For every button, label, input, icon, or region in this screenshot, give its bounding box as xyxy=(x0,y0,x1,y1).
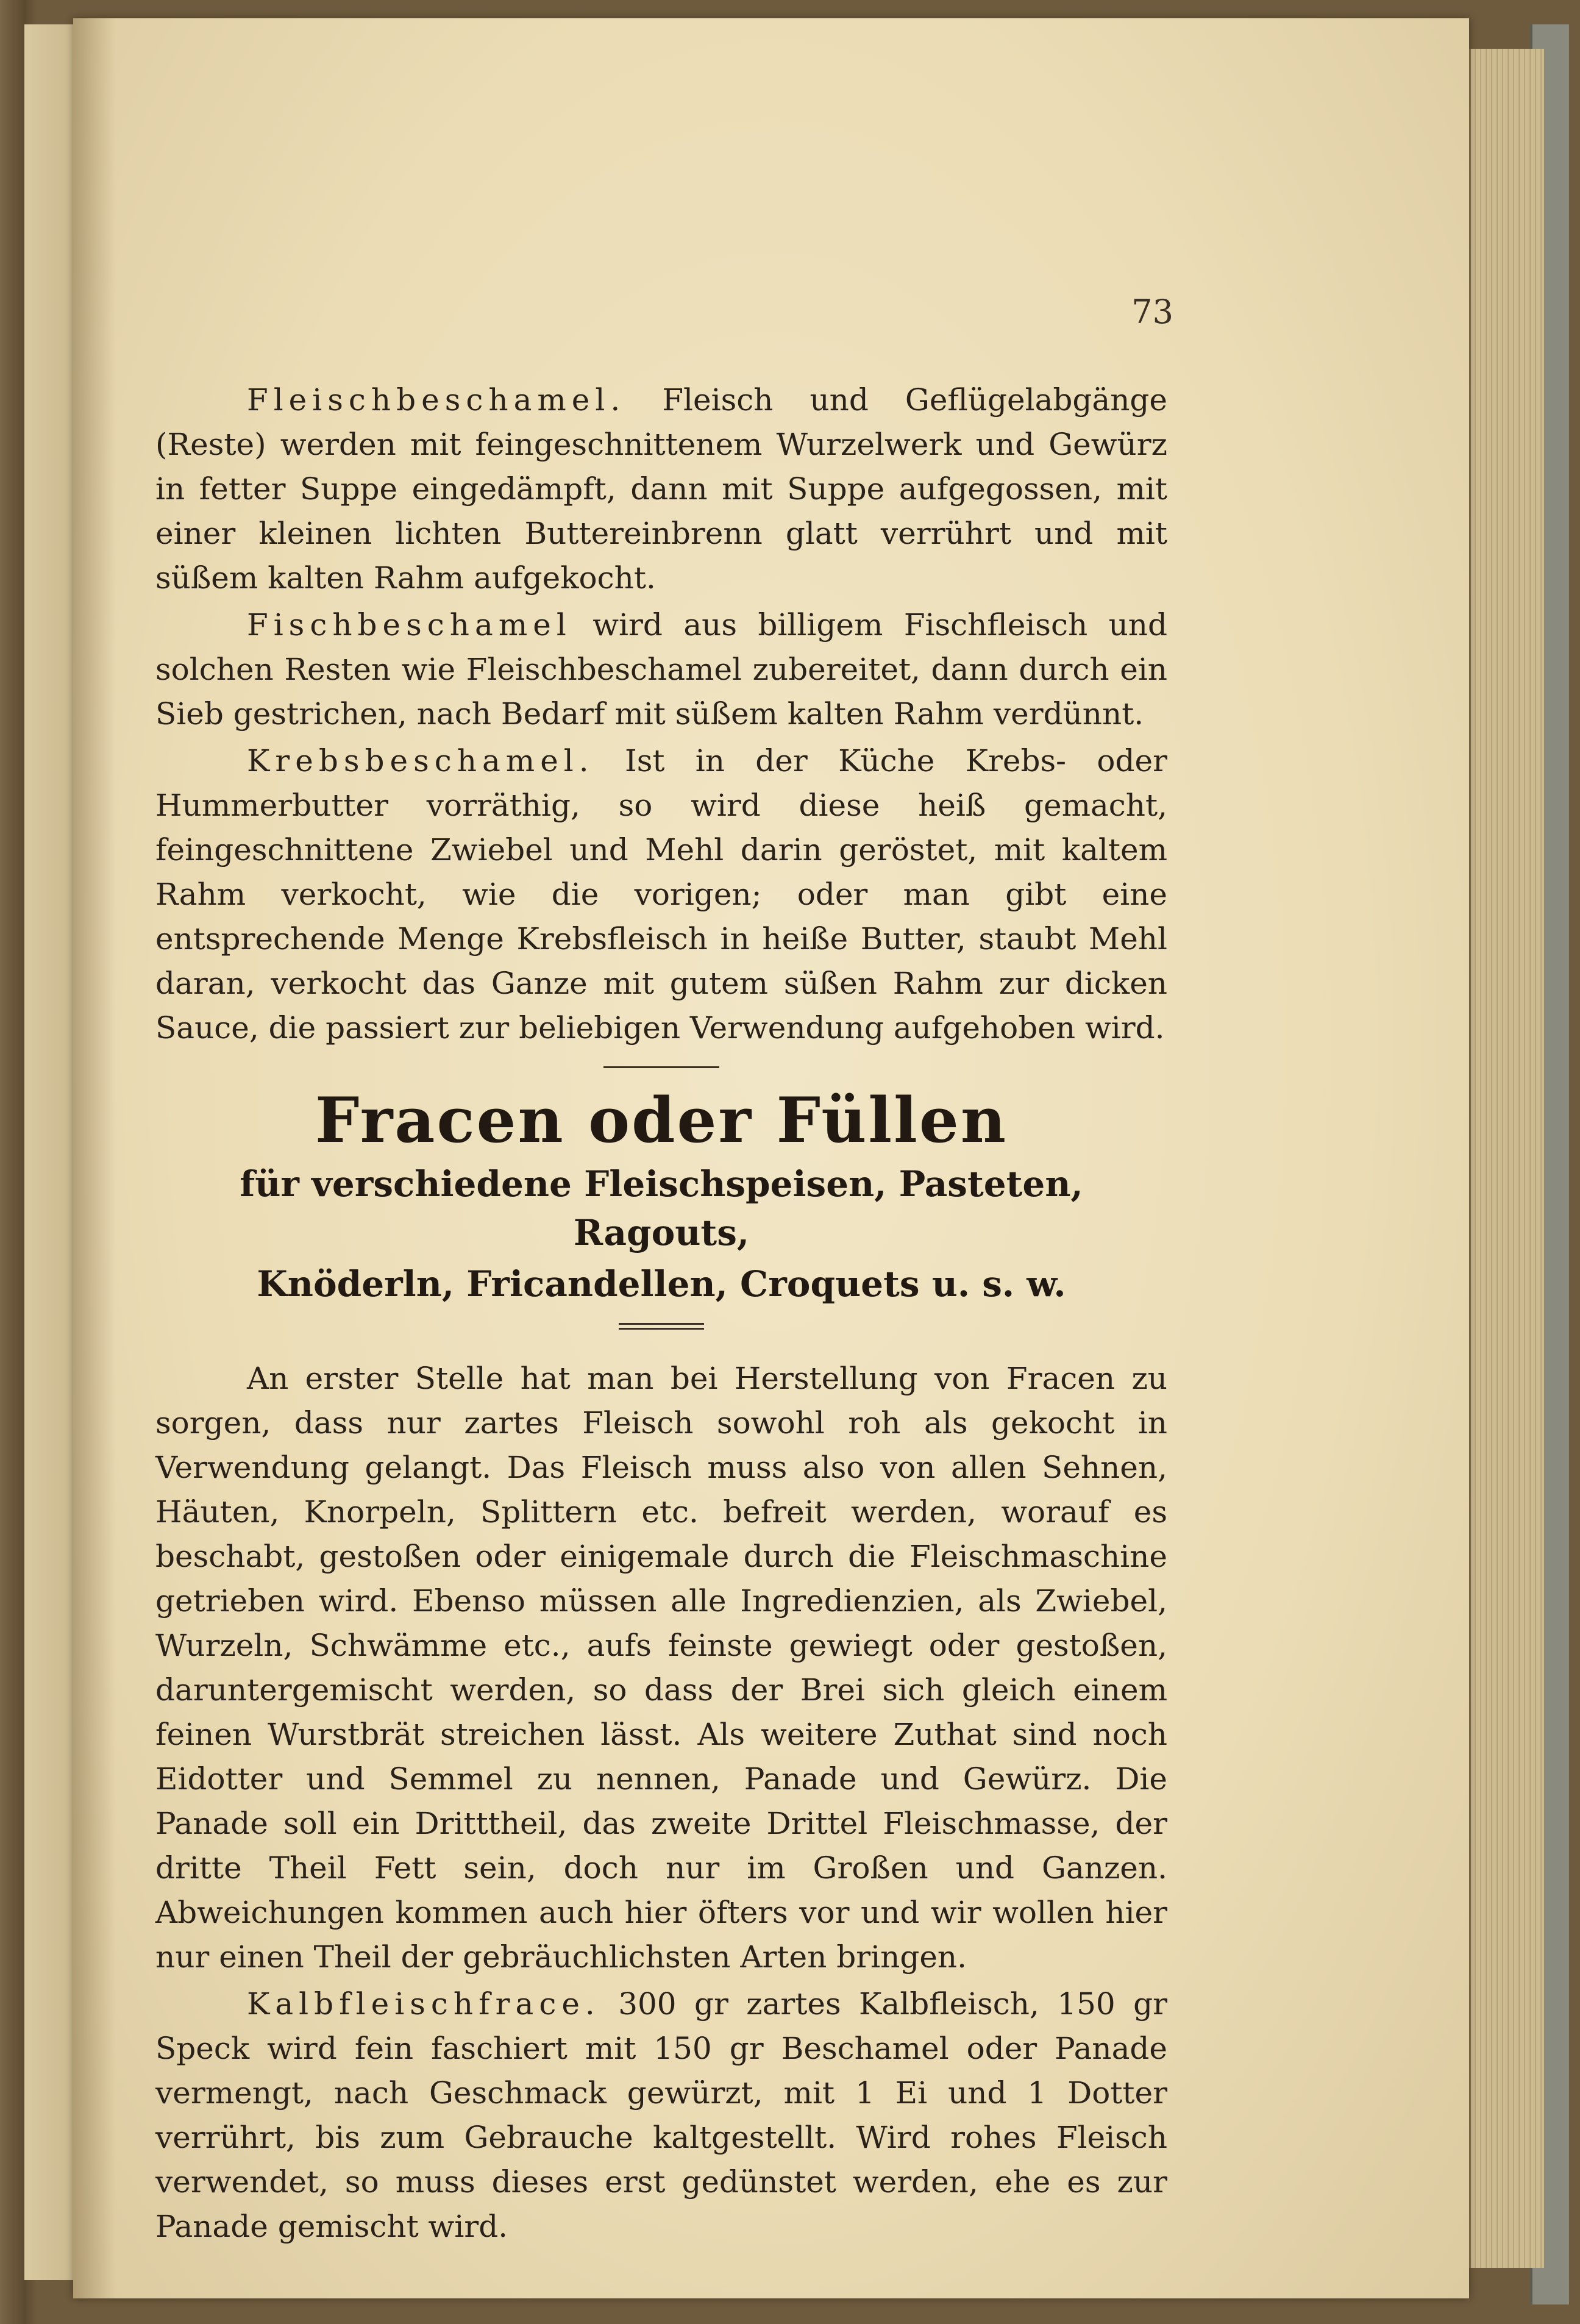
entry-term: Kalbfleischfrace. xyxy=(247,1986,600,2022)
section-double-rule xyxy=(619,1323,704,1330)
left-page-edge xyxy=(24,24,74,2280)
entry-term: Fleischbeschamel. xyxy=(247,382,626,418)
section-title: Fracen oder Füllen xyxy=(315,1084,1008,1157)
entry-fischbeschamel xyxy=(155,603,1167,736)
page-body xyxy=(155,378,1167,2251)
entry-fleischbeschamel xyxy=(155,378,1167,601)
section-subtitle-line-1: für verschiedene Fleischspeisen, Pasteten, Ragouts, xyxy=(240,1163,1083,1253)
entry-text: 300 gr zartes Kalbfleisch, 150 gr Speck wird fein faschiert mit 150 gr Beschamel oder Panade vermengt, nach Geschmack gewürzt, mit 1 Ei und 1 Dotter verrührt, bis zum Gebrauche kaltgestellt. Wird rohes Fleisch verwendet, so muss dieses erst gedünstet werden, ehe es zur Panade gemischt wird. xyxy=(155,1986,1167,2244)
section-divider xyxy=(603,1066,719,1068)
entry-text: Ist in der Küche Krebs- oder Hummerbutter vorräthig, so wird diese heiß gemacht, feingeschnittene Zwiebel und Mehl darin geröstet, mit kaltem Rahm verkocht, wie die vorigen; oder man gibt eine entsprechende Menge Krebsfleisch in heiße Butter, staubt Mehl daran, verkocht das Ganze mit gutem süßen Rahm zur dicken Sauce, die passiert zur beliebigen Verwendung aufgehoben wird. xyxy=(155,743,1167,1046)
section-subtitle-line-2: Knöderln, Fricandellen, Croquets u. s. w. xyxy=(257,1263,1066,1305)
entry-term: Fischbeschamel xyxy=(247,607,572,643)
entry-kalbfleischfrace xyxy=(155,1982,1167,2249)
page-gutter-shadow xyxy=(73,18,116,2298)
page-stack-edge xyxy=(1469,49,1544,2268)
intro-paragraph: An erster Stelle hat man bei Herstellung von Fracen zu sorgen, dass nur zartes Fleisch sowohl roh als gekocht in Verwendung gelangt. Das Fleisch muss also von allen Sehnen, Häuten, Knorpeln, Splittern etc. befreit werden, worauf es beschabt, gestoßen oder einigemale durch die Fleischmaschine getrieben wird. Ebenso müssen alle Ingredienzien, als Zwiebel, Wurzeln, Schwämme etc., aufs feinste gewiegt oder gestoßen, daruntergemischt werden, so dass der Brei sich gleich einem feinen Wurstbrät streichen lässt. Als weitere Zuthat sind noch Eidotter und Semmel zu nennen, Panade und Gewürz. Die Panade soll ein Dritttheil, das zweite Drittel Fleischmasse, der dritte Theil Fett sein, doch nur im Großen und Ganzen. Abweichungen kommen auch hier öfters vor und wir wollen hier nur einen Theil der gebräuchlichsten Arten bringen. xyxy=(155,1361,1167,1975)
entry-term: Krebsbeschamel. xyxy=(247,743,594,779)
entry-krebsbeschamel xyxy=(155,739,1167,1050)
entry-text: Fleisch und Geflügelabgänge (Reste) werden mit feingeschnittenem Wurzelwerk und Gewürz in fetter Suppe eingedämpft, dann mit Suppe aufgegossen, mit einer kleinen lichten Buttereinbrenn glatt verrührt und mit süßem kalten Rahm aufgekocht. xyxy=(155,382,1167,596)
entry-text: wird aus billigem Fischfleisch und solchen Resten wie Fleischbeschamel zubereitet, dann durch ein Sieb gestrichen, nach Bedarf mit süßem kalten Rahm verdünnt. xyxy=(155,607,1167,732)
page-number: 73 xyxy=(1131,293,1173,331)
